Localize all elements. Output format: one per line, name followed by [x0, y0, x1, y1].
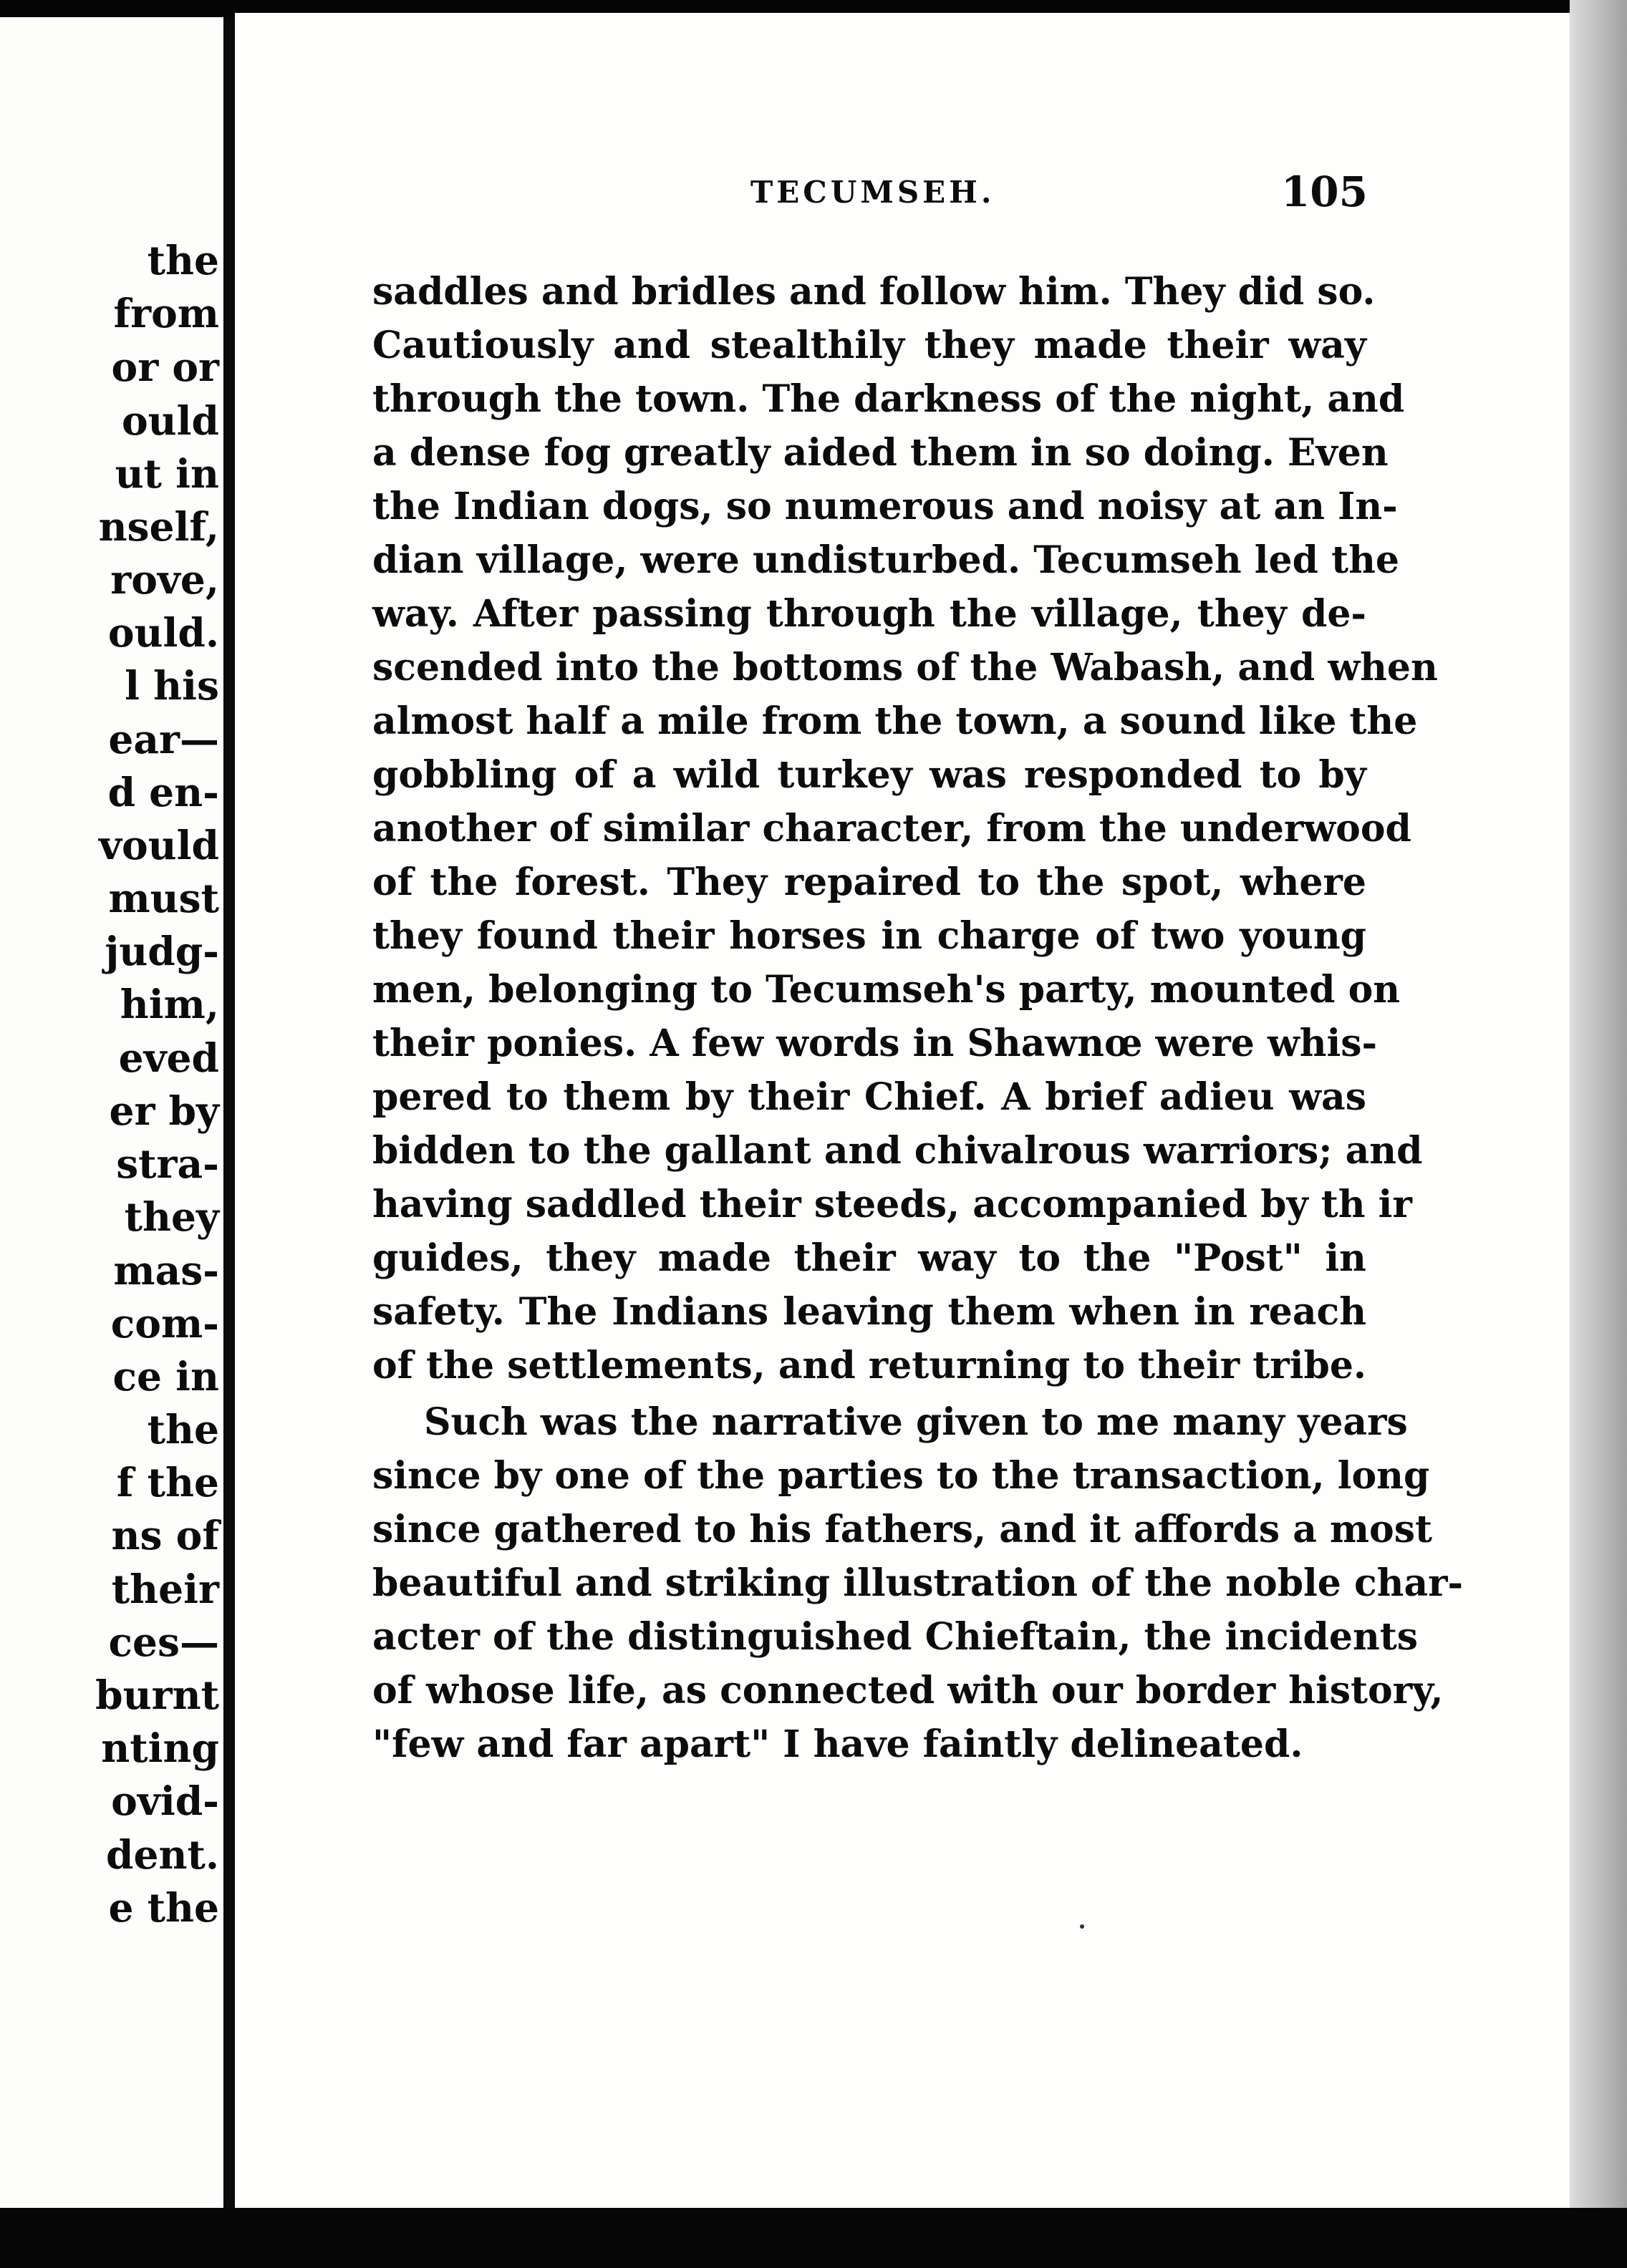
text-line: through the town. The darkness of the night, and	[372, 377, 1405, 421]
text-line: scended into the bottoms of the Wabash, and when	[372, 646, 1438, 689]
text-line: the Indian dogs, so numerous and noisy at an In-	[372, 485, 1398, 528]
text-line: men, belonging to Tecumseh's party, mounted on	[372, 968, 1401, 1012]
body-text	[372, 265, 1464, 1771]
book-page	[235, 13, 1570, 2208]
text-line: another of similar character, from the underwood	[372, 807, 1411, 850]
facing-page-line: vould	[99, 822, 219, 868]
facing-page-line: ould	[121, 397, 219, 444]
text-line: having saddled their steeds, accompanied by th ir	[372, 1183, 1412, 1226]
text-line: their ponies. A few words in Shawnœ were whis-	[372, 1022, 1378, 1065]
text-line: a dense fog greatly aided them in so doing. Even	[372, 431, 1389, 475]
facing-page-line: the	[147, 1406, 219, 1453]
text-line: gobbling of a wild turkey was responded to by	[372, 753, 1366, 797]
facing-page-line: e the	[108, 1884, 219, 1931]
facing-page-line: ces—	[108, 1619, 219, 1665]
facing-page-line: er by	[109, 1087, 219, 1134]
book-gutter	[223, 17, 235, 2208]
facing-page-line: nself,	[98, 503, 219, 550]
facing-page-line: ns of	[111, 1512, 219, 1559]
text-line: saddles and bridles and follow him. They did so.	[372, 270, 1376, 314]
text-line: since gathered to his fathers, and it affords a most	[372, 1508, 1433, 1551]
facing-page-line: l his	[125, 662, 219, 709]
scan-bottom-border	[0, 2208, 1627, 2268]
paragraph-2	[372, 1395, 1464, 1771]
facing-page-line: from	[113, 290, 219, 336]
print-speck	[1080, 1924, 1084, 1929]
text-line: guides, they made their way to the "Post" in	[372, 1236, 1366, 1280]
text-line: Such was the narrative given to me many years	[424, 1400, 1408, 1444]
facing-page-line: ce in	[112, 1353, 219, 1400]
facing-page-line: ear—	[108, 716, 219, 762]
facing-page-line: ould.	[107, 609, 219, 656]
facing-page-line: dent.	[106, 1831, 219, 1878]
facing-page-line: eved	[118, 1034, 219, 1081]
facing-page-line: ut in	[115, 450, 219, 497]
facing-page-line: rove,	[110, 556, 219, 603]
facing-page-fragment	[0, 17, 223, 2208]
paragraph-1	[372, 265, 1438, 1392]
text-line: dian village, were undisturbed. Tecumseh led the	[372, 538, 1399, 582]
text-line: beautiful and striking illustration of the noble char-	[372, 1561, 1464, 1605]
facing-page-line: ovid-	[111, 1778, 219, 1824]
text-line: of the forest. They repaired to the spot, where	[372, 861, 1366, 904]
facing-page-line: nting	[101, 1725, 219, 1771]
running-head: TECUMSEH.	[750, 175, 995, 210]
facing-page-line: they	[124, 1193, 219, 1240]
facing-page-line: or or	[111, 344, 219, 390]
facing-page-line: the	[147, 237, 219, 284]
text-line: almost half a mile from the town, a sound like the	[372, 699, 1418, 743]
facing-page-line: burnt	[95, 1672, 219, 1718]
facing-page-line: their	[111, 1566, 219, 1612]
facing-page-line: f the	[116, 1459, 219, 1506]
text-line: they found their horses in charge of two young	[372, 914, 1366, 958]
facing-page-line: com-	[110, 1300, 219, 1347]
text-line: of whose life, as connected with our border history,	[372, 1669, 1444, 1712]
facing-page-line: him,	[120, 981, 219, 1027]
page-number: 105	[1280, 168, 1368, 216]
text-line: bidden to the gallant and chivalrous warriors; and	[372, 1129, 1423, 1173]
text-line: acter of the distinguished Chieftain, the incidents	[372, 1615, 1419, 1659]
text-line: pered to them by their Chief. A brief adieu was	[372, 1075, 1366, 1119]
text-line: "few and far apart" I have faintly delineated.	[372, 1722, 1303, 1766]
text-line: safety. The Indians leaving them when in reach	[372, 1290, 1366, 1334]
facing-page-line: d en-	[107, 769, 219, 815]
text-line: of the settlements, and returning to their tribe.	[372, 1344, 1367, 1387]
facing-page-line: must	[108, 875, 219, 921]
text-line: since by one of the parties to the transaction, long	[372, 1454, 1430, 1498]
facing-page-line: judg-	[105, 928, 219, 974]
page-edge-shadow	[1570, 0, 1627, 2268]
facing-page-line: stra-	[116, 1140, 219, 1187]
text-line: way. After passing through the village, they de-	[372, 592, 1366, 636]
text-line: Cautiously and stealthily they made their way	[372, 324, 1366, 367]
facing-page-line: mas-	[113, 1247, 219, 1294]
